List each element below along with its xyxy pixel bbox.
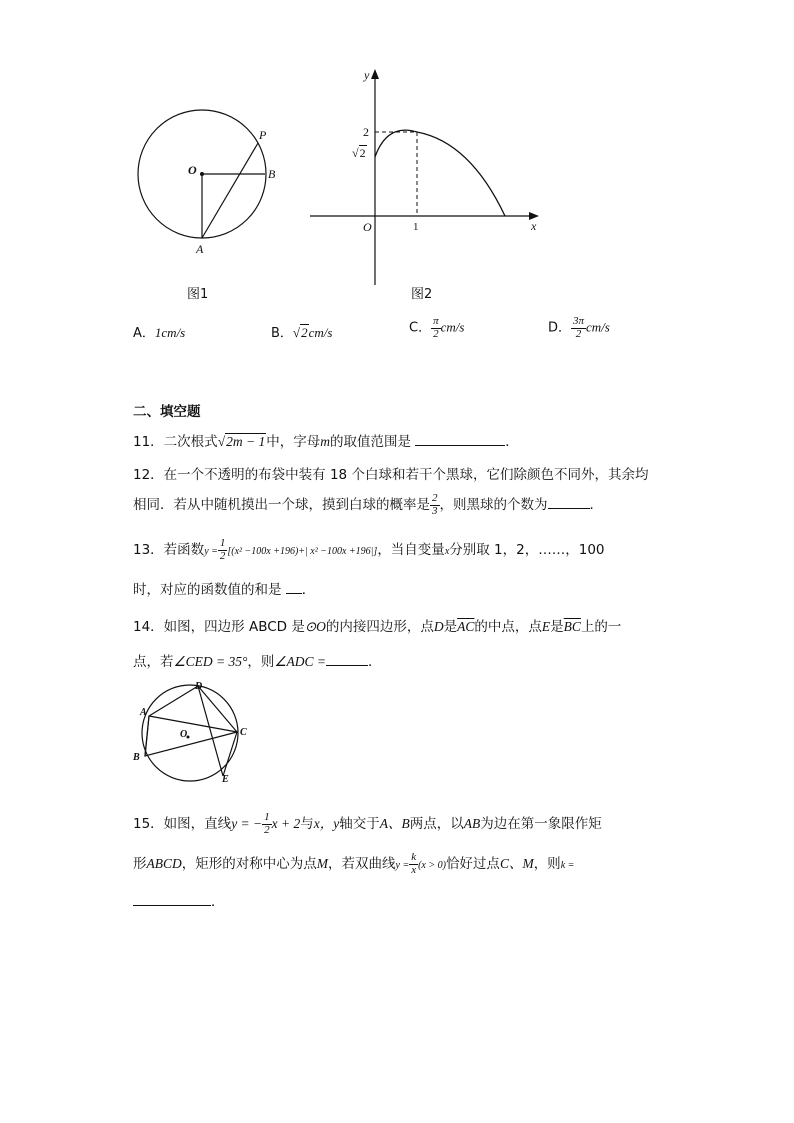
q14-circle-outline — [142, 685, 238, 781]
segment-AP — [202, 143, 258, 238]
answer-blank-12[interactable] — [548, 496, 590, 509]
q12-fraction: $\frac{2}{3}$ — [432, 492, 438, 517]
question-15-line2: 形ABCD，矩形的对称中心为点M，若双曲线y = $\frac{k}{x}$ (x > 0)恰好过点C、M，则k = — [133, 851, 575, 876]
option-D-fraction: $\frac{3\pi}{2}$ — [573, 315, 585, 340]
fig1-label-O: O — [188, 163, 197, 177]
q15-hyperbola-fraction: $\frac{k}{x}$ — [411, 851, 417, 876]
fig2-label-O: O — [363, 220, 372, 234]
fig1-label-P: P — [259, 128, 267, 142]
q14-fig-label-B: B — [133, 752, 140, 763]
q14-fig-label-D: D — [195, 681, 203, 692]
q15-fraction: $\frac{1}{2}$ — [264, 811, 270, 836]
fig2-tick-1: 1 — [413, 221, 419, 233]
question-15-line3: ． — [133, 890, 225, 910]
question-12-line1: 12．在一个不透明的布袋中装有 18 个白球和若干个黑球，它们除颜色不同外，其余均 — [133, 467, 649, 483]
section-title: 二、填空题 — [133, 404, 201, 420]
question-11: 11．二次根式√2m − 1中，字母m的取值范围是 ． — [133, 434, 519, 450]
question-15-line1: 15．如图，直线y = − $\frac{1}{2}$ x + 2与x，y轴交于A、B两点，以AB为边在第一象限作矩 — [133, 811, 602, 836]
question-14-line2: 点，若∠CED = 35°，则∠ADC = ． — [133, 654, 382, 670]
option-A[interactable]: A．1cm/s — [133, 325, 186, 341]
y-axis-arrow — [371, 69, 379, 79]
q14-fig-label-A: A — [140, 707, 147, 718]
figure-1-circle — [130, 105, 280, 265]
segment-AC — [149, 716, 237, 732]
option-D[interactable]: D． $\frac{3\pi}{2}$ cm/s — [548, 315, 610, 340]
question-13-line1: 13．若函数y = $\frac{1}{2}$ [(x² −100x +196)+| x² −100x +196|]，当自变量x分别取 1，2，……，100 — [133, 537, 605, 562]
question-12-line2: 相同．若从中随机摸出一个球，摸到白球的概率是 $\frac{2}{3}$ ，则黑球的个数为 ． — [133, 492, 603, 517]
option-C-fraction: $\frac{\pi}{2}$ — [433, 315, 439, 340]
fig2-tick-sqrt2: √2 — [352, 146, 366, 160]
option-C[interactable]: C． $\frac{\pi}{2}$ cm/s — [409, 315, 465, 340]
fig2-caption: 图2 — [411, 287, 433, 302]
option-B[interactable]: B．√2cm/s — [271, 325, 333, 341]
parabola-curve — [375, 130, 505, 216]
segment-DE — [198, 686, 223, 776]
q14-fig-label-E: E — [222, 774, 229, 785]
answer-blank-11[interactable] — [415, 433, 505, 446]
fig2-tick-2: 2 — [363, 125, 369, 139]
answer-blank-13[interactable] — [286, 581, 302, 594]
segment-BA — [145, 716, 149, 756]
fig1-label-A: A — [196, 242, 204, 256]
figure-2-graph — [305, 65, 545, 290]
q14-fig-label-O: O — [180, 729, 188, 740]
fig2-label-y: y — [364, 68, 370, 82]
figure-q14-circle — [133, 680, 253, 790]
q13-fraction: $\frac{1}{2}$ — [219, 537, 226, 562]
q14-fig-label-C: C — [240, 727, 247, 738]
question-13-line2: 时，对应的函数值的和是 ． — [133, 582, 316, 598]
fig1-label-B: B — [268, 167, 276, 181]
answer-blank-14[interactable] — [326, 653, 368, 666]
fig1-caption: 图1 — [187, 287, 209, 302]
segment-CE — [223, 732, 237, 776]
center-point — [200, 172, 204, 176]
question-14-line1: 14．如图，四边形 ABCD 是⊙O的内接四边形，点D是$\overline{AC}$的中点，点E是$\overline{BC}$上的一 — [133, 619, 622, 635]
fig2-label-x: x — [531, 219, 537, 233]
answer-blank-15[interactable] — [133, 893, 211, 906]
